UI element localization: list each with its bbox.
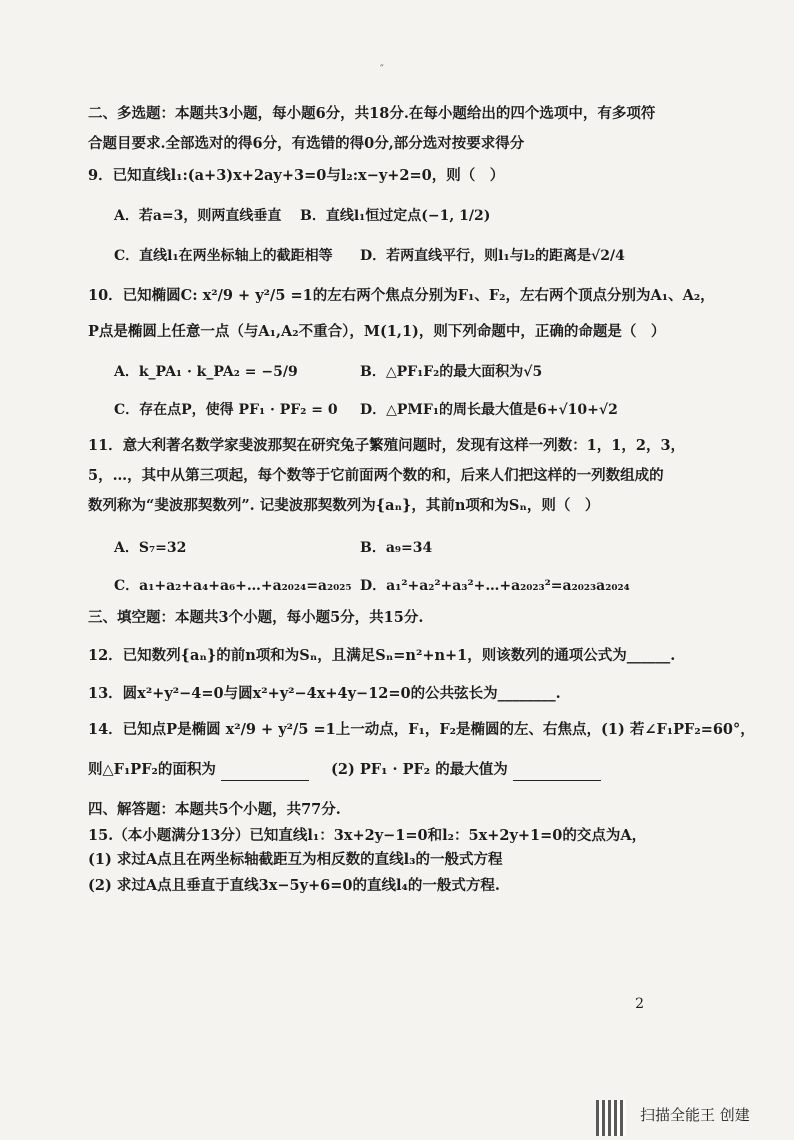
q9-stem: 9．已知直线l₁:(a+3)x+2ay+3=0与l₂:x−y+2=0，则（ ）: [88, 167, 505, 184]
q10-stem-line-1: 10．已知椭圆C: x²/9 + y²/5 =1的左右两个焦点分别为F₁、F₂，左右两个顶点分别为A₁、A₂，: [88, 287, 715, 304]
q15-stem: 15.（本小题满分13分）已知直线l₁：3x+2y−1=0和l₂：5x+2y+1=0的交点为A，: [88, 827, 647, 844]
q14-stem-line-2: [88, 760, 734, 781]
q14-part-1-text: 则△F₁PF₂的面积为: [88, 761, 216, 778]
page-number: 2: [635, 996, 644, 1012]
q13-stem: 13．圆x²+y²−4=0与圆x²+y²−4x+4y−12=0的公共弦长为________.: [88, 685, 561, 702]
q10-option-a: A．k_PA₁ · k_PA₂ = −5/9: [114, 364, 298, 380]
q15-part-1: (1) 求过A点且在两坐标轴截距互为相反数的直线l₃的一般式方程: [88, 851, 503, 868]
q10-option-d: D．△PMF₁的周长最大值是6+√10+√2: [360, 402, 618, 418]
q14-answer-blank-2: [513, 760, 601, 781]
q11-stem-line-3: 数列称为“斐波那契数列”. 记斐波那契数列为{aₙ}，其前n项和为Sₙ，则（ ）: [88, 497, 600, 514]
scanner-footer: [596, 1106, 776, 1140]
q9-option-c: C．直线l₁在两坐标轴上的截距相等: [114, 248, 333, 264]
q15-part-2: (2) 求过A点且垂直于直线3x−5y+6=0的直线l₄的一般式方程.: [88, 877, 500, 894]
section-3-header: 三、填空题：本题共3个小题，每小题5分，共15分.: [88, 609, 424, 626]
q10-option-b: B．△PF₁F₂的最大面积为√5: [360, 364, 543, 380]
q11-option-a: A．S₇=32: [114, 540, 187, 556]
scan-speck: ″: [380, 64, 384, 75]
q9-option-d: D．若两直线平行，则l₁与l₂的距离是√2/4: [360, 248, 625, 264]
q9-option-a: A．若a=3，则两直线垂直: [114, 208, 282, 224]
footer-text: 扫描全能王 创建: [640, 1106, 750, 1124]
qr-code-icon: [596, 1100, 626, 1136]
q14-answer-blank-1: [221, 760, 309, 781]
q10-option-c: C．存在点P，使得 PF₁ · PF₂ = 0: [114, 402, 338, 418]
q12-stem: 12．已知数列{aₙ}的前n项和为Sₙ，且满足Sₙ=n²+n+1，则该数列的通项公式为______.: [88, 647, 676, 664]
q11-option-c: C．a₁+a₂+a₄+a₆+…+a₂₀₂₄=a₂₀₂₅: [114, 578, 352, 594]
section-4-header: 四、解答题：本题共5个小题，共77分.: [88, 801, 341, 818]
section-2-header-line-2: 合题目要求.全部选对的得6分，有选错的得0分,部分选对按要求得分: [88, 135, 525, 152]
q11-stem-line-2: 5，…，其中从第三项起，每个数等于它前面两个数的和，后来人们把这样的一列数组成的: [88, 467, 664, 484]
q11-option-d: D．a₁²+a₂²+a₃²+…+a₂₀₂₃²=a₂₀₂₃a₂₀₂₄: [360, 578, 630, 594]
q9-option-b: B．直线l₁恒过定点(−1, 1/2): [300, 208, 491, 224]
q14-part-2-text: (2) PF₁ · PF₂ 的最大值为: [331, 761, 508, 778]
q11-option-b: B．a₉=34: [360, 540, 433, 556]
q10-stem-line-2: P点是椭圆上任意一点（与A₁,A₂不重合），M(1,1)，则下列命题中，正确的命题是（ ）: [88, 323, 666, 340]
q14-stem-line-1: 14．已知点P是椭圆 x²/9 + y²/5 =1上一动点，F₁，F₂是椭圆的左、右焦点，(1) 若∠F₁PF₂=60°，: [88, 721, 755, 738]
section-2-header-line-1: 二、多选题：本题共3小题，每小题6分，共18分.在每小题给出的四个选项中，有多项符: [88, 105, 656, 122]
q11-stem-line-1: 11．意大利著名数学家斐波那契在研究兔子繁殖问题时，发现有这样一列数：1，1，2，3，: [88, 437, 686, 454]
